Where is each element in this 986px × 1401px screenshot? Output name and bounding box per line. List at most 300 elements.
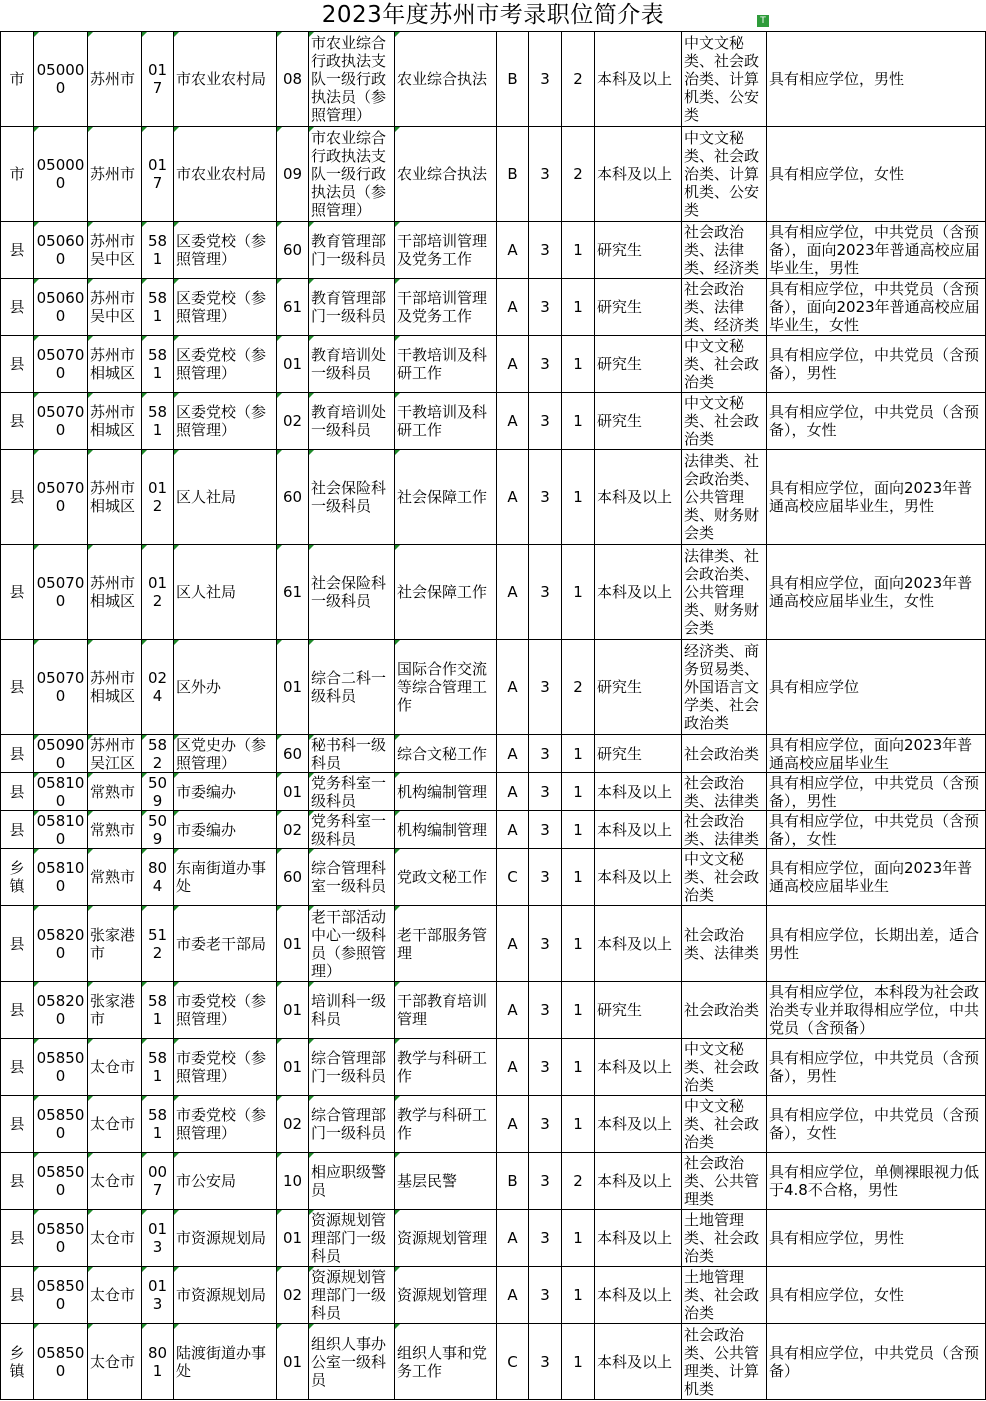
count-cell: 2	[562, 32, 595, 127]
level-cell: 乡镇	[1, 1324, 34, 1400]
unit-name-cell: 市委老干部局	[174, 906, 277, 982]
education-cell: 本科及以上	[595, 1324, 682, 1400]
level-cell: 县	[1, 982, 34, 1039]
count-cell: 1	[562, 336, 595, 393]
table-row	[1, 1210, 986, 1267]
major-cell: 社会政治类、公共管理类	[682, 1153, 767, 1210]
education-cell: 本科及以上	[595, 849, 682, 906]
dept-code-cell: 058100	[34, 773, 88, 811]
unit-code-cell: 012	[142, 450, 174, 545]
position-name-cell: 综合二科一级科员	[309, 640, 395, 735]
unit-name-cell: 市委党校（参照管理）	[174, 982, 277, 1039]
job-description-cell: 干教培训及科研工作	[395, 336, 497, 393]
education-cell: 本科及以上	[595, 773, 682, 811]
level-cell: 县	[1, 1039, 34, 1096]
job-description-cell: 农业综合执法	[395, 127, 497, 222]
education-cell: 研究生	[595, 735, 682, 773]
requirements-cell: 具有相应学位，女性	[767, 1267, 986, 1324]
education-cell: 本科及以上	[595, 1267, 682, 1324]
level-cell: 县	[1, 336, 34, 393]
level-cell: 县	[1, 906, 34, 982]
major-cell: 中文文秘类、社会政治类	[682, 393, 767, 450]
category-cell: A	[497, 773, 529, 811]
dept-code-cell: 050700	[34, 450, 88, 545]
major-cell: 社会政治类、公共管理类、计算机类	[682, 1324, 767, 1400]
unit-code-cell: 582	[142, 735, 174, 773]
job-description-cell: 干部培训管理及党务工作	[395, 279, 497, 336]
position-name-cell: 相应职级警员	[309, 1153, 395, 1210]
position-name-cell: 秘书科一级科员	[309, 735, 395, 773]
region-cell: 苏州市相城区	[88, 545, 142, 640]
ratio-cell: 3	[529, 222, 562, 279]
education-cell: 研究生	[595, 640, 682, 735]
education-cell: 本科及以上	[595, 127, 682, 222]
job-description-cell: 老干部服务管理	[395, 906, 497, 982]
position-name-cell: 教育培训处一级科员	[309, 336, 395, 393]
education-cell: 本科及以上	[595, 811, 682, 849]
major-cell: 社会政治类、法律类、经济类	[682, 222, 767, 279]
table-row	[1, 279, 986, 336]
education-cell: 研究生	[595, 336, 682, 393]
unit-code-cell: 804	[142, 849, 174, 906]
major-cell: 中文文秘类、社会政治类	[682, 336, 767, 393]
category-cell: A	[497, 1210, 529, 1267]
requirements-cell: 具有相应学位，面向2023年普通高校应届毕业生	[767, 735, 986, 773]
ratio-cell: 3	[529, 1096, 562, 1153]
level-cell: 县	[1, 222, 34, 279]
position-name-cell: 市农业综合行政执法支队一级行政执法员（参照管理）	[309, 127, 395, 222]
requirements-cell: 具有相应学位，中共党员（含预备），男性	[767, 336, 986, 393]
region-cell: 张家港市	[88, 982, 142, 1039]
table-row	[1, 1324, 986, 1400]
education-cell: 本科及以上	[595, 1210, 682, 1267]
position-code-cell: 02	[277, 1096, 309, 1153]
position-code-cell: 01	[277, 1210, 309, 1267]
category-cell: A	[497, 222, 529, 279]
requirements-cell: 具有相应学位，单侧裸眼视力低于4.8不合格，男性	[767, 1153, 986, 1210]
requirements-cell: 具有相应学位，中共党员（含预备），女性	[767, 1096, 986, 1153]
position-code-cell: 61	[277, 545, 309, 640]
region-cell: 太仓市	[88, 1210, 142, 1267]
unit-code-cell: 024	[142, 640, 174, 735]
position-code-cell: 60	[277, 450, 309, 545]
category-cell: A	[497, 279, 529, 336]
requirements-cell: 具有相应学位，中共党员（含预备），女性	[767, 811, 986, 849]
unit-name-cell: 区委党校（参照管理）	[174, 393, 277, 450]
major-cell: 社会政治类	[682, 982, 767, 1039]
unit-code-cell: 581	[142, 982, 174, 1039]
region-cell: 苏州市	[88, 127, 142, 222]
position-name-cell: 培训科一级科员	[309, 982, 395, 1039]
dept-code-cell: 050700	[34, 393, 88, 450]
unit-code-cell: 581	[142, 1039, 174, 1096]
unit-name-cell: 市委编办	[174, 811, 277, 849]
ratio-cell: 3	[529, 450, 562, 545]
unit-name-cell: 市委党校（参照管理）	[174, 1096, 277, 1153]
category-cell: A	[497, 1096, 529, 1153]
count-cell: 2	[562, 127, 595, 222]
level-cell: 县	[1, 640, 34, 735]
table-row	[1, 906, 986, 982]
count-cell: 1	[562, 450, 595, 545]
unit-code-cell: 017	[142, 32, 174, 127]
unit-code-cell: 012	[142, 545, 174, 640]
ratio-cell: 3	[529, 849, 562, 906]
ratio-cell: 3	[529, 32, 562, 127]
region-cell: 常熟市	[88, 773, 142, 811]
position-name-cell: 资源规划管理部门一级科员	[309, 1210, 395, 1267]
position-code-cell: 10	[277, 1153, 309, 1210]
major-cell: 法律类、社会政治类、公共管理类、财务财会类	[682, 545, 767, 640]
region-cell: 太仓市	[88, 1039, 142, 1096]
table-row	[1, 1096, 986, 1153]
job-description-cell: 干部教育培训管理	[395, 982, 497, 1039]
category-cell: B	[497, 32, 529, 127]
unit-name-cell: 区委党校（参照管理）	[174, 336, 277, 393]
count-cell: 1	[562, 982, 595, 1039]
requirements-cell: 具有相应学位，中共党员（含预备），女性	[767, 393, 986, 450]
job-description-cell: 国际合作交流等综合管理工作	[395, 640, 497, 735]
ratio-cell: 3	[529, 1324, 562, 1400]
position-code-cell: 01	[277, 773, 309, 811]
major-cell: 中文文秘类、社会政治类、计算机类、公安类	[682, 32, 767, 127]
ratio-cell: 3	[529, 1153, 562, 1210]
category-cell: C	[497, 1324, 529, 1400]
region-cell: 常熟市	[88, 811, 142, 849]
position-code-cell: 09	[277, 127, 309, 222]
category-cell: A	[497, 640, 529, 735]
level-cell: 县	[1, 1153, 34, 1210]
count-cell: 1	[562, 1324, 595, 1400]
position-name-cell: 组织人事办公室一级科员	[309, 1324, 395, 1400]
position-code-cell: 02	[277, 1267, 309, 1324]
category-cell: A	[497, 811, 529, 849]
position-name-cell: 资源规划管理部门一级科员	[309, 1267, 395, 1324]
unit-code-cell: 509	[142, 811, 174, 849]
major-cell: 经济类、商务贸易类、外国语言文学类、社会政治类	[682, 640, 767, 735]
category-cell: B	[497, 127, 529, 222]
level-cell: 县	[1, 545, 34, 640]
position-name-cell: 党务科室一级科员	[309, 773, 395, 811]
job-description-cell: 社会保障工作	[395, 545, 497, 640]
position-name-cell: 教育管理部门一级科员	[309, 222, 395, 279]
dept-code-cell: 050700	[34, 336, 88, 393]
region-cell: 苏州市	[88, 32, 142, 127]
unit-name-cell: 市资源规划局	[174, 1267, 277, 1324]
requirements-cell: 具有相应学位，中共党员（含预备）	[767, 1324, 986, 1400]
table-row	[1, 1267, 986, 1324]
ratio-cell: 3	[529, 127, 562, 222]
category-cell: A	[497, 545, 529, 640]
level-cell: 县	[1, 1210, 34, 1267]
dept-code-cell: 058500	[34, 1324, 88, 1400]
major-cell: 中文文秘类、社会政治类	[682, 849, 767, 906]
category-cell: C	[497, 849, 529, 906]
table-row	[1, 849, 986, 906]
count-cell: 2	[562, 1153, 595, 1210]
positions-table	[0, 31, 986, 1400]
ratio-cell: 3	[529, 545, 562, 640]
job-description-cell: 资源规划管理	[395, 1267, 497, 1324]
dept-code-cell: 058200	[34, 982, 88, 1039]
dept-code-cell: 050600	[34, 279, 88, 336]
ratio-cell: 3	[529, 1267, 562, 1324]
dept-code-cell: 058200	[34, 906, 88, 982]
unit-name-cell: 东南街道办事处	[174, 849, 277, 906]
position-name-cell: 综合管理部门一级科员	[309, 1039, 395, 1096]
job-description-cell: 组织人事和党务工作	[395, 1324, 497, 1400]
ratio-cell: 3	[529, 640, 562, 735]
job-description-cell: 干部培训管理及党务工作	[395, 222, 497, 279]
category-cell: A	[497, 1267, 529, 1324]
level-cell: 县	[1, 773, 34, 811]
position-code-cell: 02	[277, 811, 309, 849]
requirements-cell: 具有相应学位，面向2023年普通高校应届毕业生，男性	[767, 450, 986, 545]
requirements-cell: 具有相应学位，本科段为社会政治类专业并取得相应学位，中共党员（含预备）	[767, 982, 986, 1039]
requirements-cell: 具有相应学位，中共党员（含预备），面向2023年普通高校应届毕业生，女性	[767, 279, 986, 336]
ratio-cell: 3	[529, 906, 562, 982]
level-cell: 县	[1, 279, 34, 336]
dept-code-cell: 050700	[34, 640, 88, 735]
level-cell: 县	[1, 735, 34, 773]
requirements-cell: 具有相应学位，女性	[767, 127, 986, 222]
unit-name-cell: 市农业农村局	[174, 32, 277, 127]
ratio-cell: 3	[529, 336, 562, 393]
ratio-cell: 3	[529, 773, 562, 811]
position-name-cell: 教育培训处一级科员	[309, 393, 395, 450]
count-cell: 1	[562, 1267, 595, 1324]
region-cell: 太仓市	[88, 1153, 142, 1210]
dept-code-cell: 058100	[34, 811, 88, 849]
level-cell: 县	[1, 1267, 34, 1324]
job-description-cell: 综合文秘工作	[395, 735, 497, 773]
unit-code-cell: 801	[142, 1324, 174, 1400]
major-cell: 社会政治类	[682, 735, 767, 773]
table-row	[1, 393, 986, 450]
dept-code-cell: 050000	[34, 127, 88, 222]
education-cell: 研究生	[595, 393, 682, 450]
count-cell: 1	[562, 545, 595, 640]
unit-code-cell: 581	[142, 336, 174, 393]
count-cell: 1	[562, 393, 595, 450]
unit-name-cell: 市农业农村局	[174, 127, 277, 222]
ratio-cell: 3	[529, 1210, 562, 1267]
region-cell: 苏州市相城区	[88, 450, 142, 545]
job-description-cell: 干教培训及科研工作	[395, 393, 497, 450]
count-cell: 1	[562, 1096, 595, 1153]
table-row	[1, 222, 986, 279]
table-row	[1, 1153, 986, 1210]
unit-code-cell: 509	[142, 773, 174, 811]
unit-code-cell: 007	[142, 1153, 174, 1210]
position-name-cell: 综合管理科室一级科员	[309, 849, 395, 906]
job-description-cell: 机构编制管理	[395, 773, 497, 811]
education-cell: 本科及以上	[595, 1153, 682, 1210]
position-code-cell: 01	[277, 982, 309, 1039]
table-row	[1, 773, 986, 811]
ratio-cell: 3	[529, 735, 562, 773]
dept-code-cell: 058500	[34, 1153, 88, 1210]
position-name-cell: 社会保险科一级科员	[309, 450, 395, 545]
count-cell: 1	[562, 1039, 595, 1096]
level-cell: 县	[1, 1096, 34, 1153]
table-row	[1, 336, 986, 393]
unit-code-cell: 512	[142, 906, 174, 982]
requirements-cell: 具有相应学位，男性	[767, 32, 986, 127]
education-cell: 研究生	[595, 279, 682, 336]
job-description-cell: 机构编制管理	[395, 811, 497, 849]
education-cell: 本科及以上	[595, 906, 682, 982]
category-cell: A	[497, 336, 529, 393]
table-row	[1, 982, 986, 1039]
unit-name-cell: 区人社局	[174, 450, 277, 545]
count-cell: 1	[562, 222, 595, 279]
unit-name-cell: 区外办	[174, 640, 277, 735]
level-cell: 市	[1, 127, 34, 222]
count-cell: 1	[562, 279, 595, 336]
region-cell: 苏州市吴中区	[88, 279, 142, 336]
education-cell: 本科及以上	[595, 1039, 682, 1096]
level-cell: 县	[1, 393, 34, 450]
count-cell: 1	[562, 773, 595, 811]
requirements-cell: 具有相应学位，男性	[767, 1210, 986, 1267]
count-cell: 1	[562, 849, 595, 906]
requirements-cell: 具有相应学位，面向2023年普通高校应届毕业生	[767, 849, 986, 906]
major-cell: 法律类、社会政治类、公共管理类、财务财会类	[682, 450, 767, 545]
dept-code-cell: 058500	[34, 1039, 88, 1096]
job-description-cell: 资源规划管理	[395, 1210, 497, 1267]
count-cell: 1	[562, 811, 595, 849]
page-title: 2023年度苏州市考录职位简介表	[321, 2, 665, 28]
job-description-cell: 教学与科研工作	[395, 1096, 497, 1153]
table-row	[1, 811, 986, 849]
unit-name-cell: 区党史办（参照管理）	[174, 735, 277, 773]
count-cell: 1	[562, 735, 595, 773]
job-description-cell: 农业综合执法	[395, 32, 497, 127]
count-cell: 1	[562, 906, 595, 982]
dept-code-cell: 058500	[34, 1267, 88, 1324]
education-cell: 本科及以上	[595, 450, 682, 545]
level-cell: 市	[1, 32, 34, 127]
region-cell: 苏州市吴江区	[88, 735, 142, 773]
requirements-cell: 具有相应学位	[767, 640, 986, 735]
region-cell: 苏州市相城区	[88, 640, 142, 735]
education-cell: 本科及以上	[595, 32, 682, 127]
job-description-cell: 社会保障工作	[395, 450, 497, 545]
major-cell: 中文文秘类、社会政治类、计算机类、公安类	[682, 127, 767, 222]
category-cell: A	[497, 906, 529, 982]
dept-code-cell: 050600	[34, 222, 88, 279]
position-name-cell: 党务科室一级科员	[309, 811, 395, 849]
position-code-cell: 01	[277, 906, 309, 982]
position-code-cell: 02	[277, 393, 309, 450]
region-cell: 苏州市吴中区	[88, 222, 142, 279]
major-cell: 社会政治类、法律类	[682, 773, 767, 811]
category-cell: A	[497, 982, 529, 1039]
education-cell: 研究生	[595, 222, 682, 279]
ratio-cell: 3	[529, 1039, 562, 1096]
unit-name-cell: 区人社局	[174, 545, 277, 640]
region-cell: 太仓市	[88, 1096, 142, 1153]
category-cell: A	[497, 1039, 529, 1096]
major-cell: 土地管理类、社会政治类	[682, 1210, 767, 1267]
requirements-cell: 具有相应学位，中共党员（含预备），男性	[767, 1039, 986, 1096]
job-description-cell: 教学与科研工作	[395, 1039, 497, 1096]
requirements-cell: 具有相应学位，长期出差，适合男性	[767, 906, 986, 982]
major-cell: 社会政治类、法律类、经济类	[682, 279, 767, 336]
position-code-cell: 01	[277, 640, 309, 735]
table-row	[1, 127, 986, 222]
region-cell: 太仓市	[88, 1324, 142, 1400]
count-cell: 1	[562, 1210, 595, 1267]
unit-name-cell: 市委编办	[174, 773, 277, 811]
position-code-cell: 01	[277, 1039, 309, 1096]
dept-code-cell: 058500	[34, 1096, 88, 1153]
table-row	[1, 450, 986, 545]
region-cell: 常熟市	[88, 849, 142, 906]
position-name-cell: 老干部活动中心一级科员（参照管理）	[309, 906, 395, 982]
region-cell: 张家港市	[88, 906, 142, 982]
position-name-cell: 社会保险科一级科员	[309, 545, 395, 640]
position-name-cell: 教育管理部门一级科员	[309, 279, 395, 336]
major-cell: 中文文秘类、社会政治类	[682, 1096, 767, 1153]
unit-code-cell: 581	[142, 1096, 174, 1153]
dept-code-cell: 050000	[34, 32, 88, 127]
table-row	[1, 545, 986, 640]
major-cell: 社会政治类、法律类	[682, 906, 767, 982]
requirements-cell: 具有相应学位，面向2023年普通高校应届毕业生，女性	[767, 545, 986, 640]
level-cell: 乡镇	[1, 849, 34, 906]
category-cell: A	[497, 450, 529, 545]
major-cell: 社会政治类、法律类	[682, 811, 767, 849]
category-cell: A	[497, 735, 529, 773]
position-code-cell: 60	[277, 222, 309, 279]
dept-code-cell: 050700	[34, 545, 88, 640]
table-row	[1, 735, 986, 773]
unit-code-cell: 013	[142, 1267, 174, 1324]
position-name-cell: 市农业综合行政执法支队一级行政执法员（参照管理）	[309, 32, 395, 127]
ratio-cell: 3	[529, 279, 562, 336]
category-cell: A	[497, 393, 529, 450]
level-cell: 县	[1, 450, 34, 545]
requirements-cell: 具有相应学位，中共党员（含预备），男性	[767, 773, 986, 811]
unit-name-cell: 市公安局	[174, 1153, 277, 1210]
region-cell: 苏州市相城区	[88, 336, 142, 393]
position-code-cell: 60	[277, 849, 309, 906]
region-cell: 太仓市	[88, 1267, 142, 1324]
table-row	[1, 1039, 986, 1096]
unit-name-cell: 区委党校（参照管理）	[174, 222, 277, 279]
level-cell: 县	[1, 811, 34, 849]
dept-code-cell: 058500	[34, 1210, 88, 1267]
unit-code-cell: 581	[142, 222, 174, 279]
category-cell: B	[497, 1153, 529, 1210]
ratio-cell: 3	[529, 811, 562, 849]
unit-code-cell: 017	[142, 127, 174, 222]
table-row	[1, 32, 986, 127]
job-description-cell: 党政文秘工作	[395, 849, 497, 906]
major-cell: 土地管理类、社会政治类	[682, 1267, 767, 1324]
job-description-cell: 基层民警	[395, 1153, 497, 1210]
position-name-cell: 综合管理部门一级科员	[309, 1096, 395, 1153]
table-row	[1, 640, 986, 735]
dept-code-cell: 050900	[34, 735, 88, 773]
education-cell: 本科及以上	[595, 545, 682, 640]
position-code-cell: 61	[277, 279, 309, 336]
region-cell: 苏州市相城区	[88, 393, 142, 450]
unit-code-cell: 581	[142, 393, 174, 450]
text-tag-icon: T	[757, 15, 769, 27]
